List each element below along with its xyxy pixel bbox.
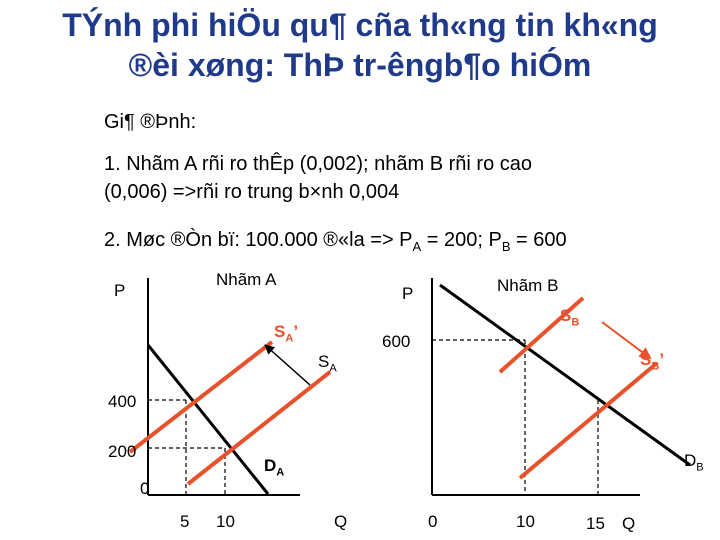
assumption-2-suffix: = 600 [510,229,567,251]
assumption-1-line-1: 1. Nhãm A rñi ro thÊp (0,002); nhãm B rñi ro cao [104,153,532,175]
graph-b-supply-sub: B [571,316,580,329]
graph-a-supply-shifted-letter: S [274,322,286,341]
graph-b-x-axis-label: Q [622,514,636,533]
assumptions-heading: Gi¶ ®Þnh: [104,111,197,133]
graph-b-demand-label [684,451,704,473]
graph-b-demand-letter: D [684,451,697,470]
page-title-line-1: TÝnh phi hiÖu qu¶ cña th«ng tin kh«ng [62,7,658,43]
graph-b-demand-sub: B [696,461,704,474]
graph-a-demand-letter: D [264,456,277,475]
graph-a-x-axis-label: Q [334,512,348,531]
graph-b-supply-label [560,306,579,328]
graph-a-demand-label [264,456,284,478]
graph-b-tick-600: 600 [382,332,411,351]
graph-a-demand-line [148,345,268,494]
graph-a-shift-arrow [265,345,310,385]
graph-b-y-axis-label: P [402,284,414,303]
assumption-2-prefix: 2. Møc ®Òn bï: 100.000 ®«la => P [104,229,413,251]
graph-b-supply-shifted-sub: B [651,360,660,373]
graph-b-supply-letter: S [560,306,572,325]
assumption-2-mid: = 200; P [421,229,502,251]
assumption-2-sub-b: B [501,239,511,254]
graph-a-supply-sub: A [329,362,337,375]
graph-a-tick-q5: 5 [180,512,190,531]
graph-b-group-label: Nhãm B [497,276,559,295]
graph-a-demand-sub: A [276,466,285,479]
graph-a-tick-400: 400 [108,392,137,411]
graph-a-supply-shifted-label [274,322,298,344]
assumption-2-sub-a: A [412,239,422,254]
graph-a-tick-q10: 10 [216,512,235,531]
graph-a-supply-shifted-prime: ’ [293,322,299,341]
graph-b-supply-shifted-letter: S [640,350,652,369]
graph-a-supply-shifted-sub: A [285,332,294,345]
graph-b-origin: 0 [428,512,438,531]
graph-b-supply-shifted-line [520,363,657,478]
graph-a-tick-200: 200 [108,442,137,461]
graph-a-supply-letter: S [318,352,330,371]
graph-a-y-axis-label: P [114,281,126,300]
graph-b-supply-shifted-label [640,350,664,372]
graph-a-group-label: Nhãm A [216,270,277,289]
page-title-line-2: ®èi xøng: ThÞ tr-êngb¶o hiÓm [128,47,592,83]
graph-b-tick-q10: 10 [516,512,535,531]
graph-b-supply-shifted-prime: ’ [659,350,665,369]
graph-b-tick-q15: 15 [586,514,605,533]
graph-a-supply-label [318,352,337,374]
graph-a-origin: 0 [140,479,150,498]
assumption-1-line-2: (0,006) =>rñi ro trung b×nh 0,004 [104,181,400,203]
